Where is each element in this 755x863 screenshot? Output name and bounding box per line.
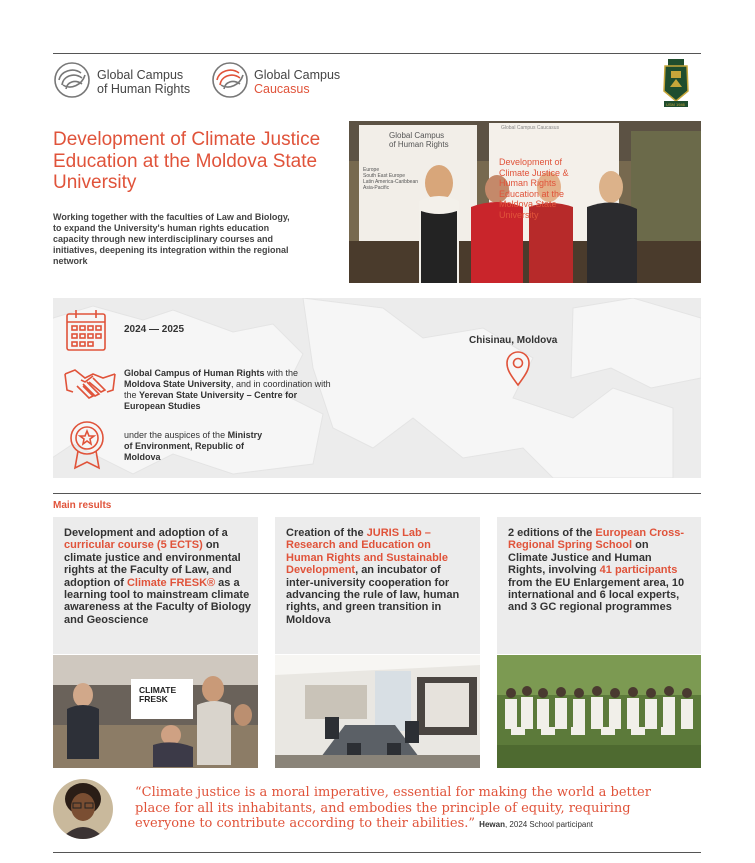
hero-banner-right-title6: University: [499, 209, 539, 220]
card1-highlight-course: curricular course (5 ECTS): [64, 539, 203, 552]
card3-text-a: 2 editions of the: [508, 527, 596, 539]
hero-banner-region-1: Europe: [363, 167, 380, 173]
calendar-icon: [65, 308, 107, 352]
quote-author-role: , 2024 School participant: [504, 820, 594, 829]
intro-text: Working together with the faculties of Law and Biology, to expand the University's human rights education capacity through new interdisciplinary courses and initiatives, deepening its integration within the regional network: [53, 212, 290, 266]
partner-msu: Moldova State University: [124, 379, 232, 389]
card2-text-b: , an incubator of inter-university cooperation for advancing the rule of law, human rights, and green transition in Moldova: [286, 564, 460, 626]
hero-banner-left-title1: Global Campus: [389, 131, 445, 140]
location-pin-icon: [505, 351, 531, 387]
fresk-sign-line2: FRESK: [139, 694, 168, 704]
result-card-3-text: [508, 527, 688, 614]
logo1-line1: Global Campus: [97, 68, 184, 82]
location-label: Chisinau, Moldova: [469, 335, 558, 346]
result-card-2-text: [286, 527, 461, 626]
fresk-sign-line1: CLIMATE: [139, 685, 177, 695]
hero-banner-region-2: South East Europe: [363, 173, 405, 179]
award-star-icon: [67, 418, 107, 470]
partners-joiner-2: , and in coordination with the: [124, 379, 331, 400]
partners-joiner-1: with the: [264, 368, 299, 378]
lab-room-photo-illustration: [275, 655, 480, 768]
quote-attribution: [479, 820, 593, 829]
crest-caption: USM 1946: [666, 102, 685, 107]
group-photo-illustration: [497, 655, 701, 768]
info-panel: [53, 298, 701, 478]
result-card-3: [497, 517, 701, 654]
result-card-1-text: [64, 527, 254, 626]
hero-banner-left-title2: of Human Rights: [389, 140, 449, 149]
main-results-heading: Main results: [53, 500, 112, 511]
hero-banner-right-title5: Moldova State: [499, 199, 557, 209]
logo1-line2: of Human Rights: [97, 82, 191, 96]
hero-banner-right-title4: Education at the: [499, 188, 565, 199]
project-dates: 2024 — 2025: [124, 324, 185, 335]
swirl-logo-icon: [211, 61, 249, 99]
logo2-line2: Caucasus: [254, 82, 310, 96]
workshop-photo-illustration: [53, 655, 258, 768]
partner-gchr: Global Campus of Human Rights: [124, 368, 265, 378]
hero-banner-right-logo: Global Campus Caucasus: [501, 125, 560, 131]
testimonial-quote: [135, 785, 675, 833]
photo-climate-fresk-workshop: [53, 655, 258, 768]
quote-text: “Climate justice is a moral imperative, essential for making the world a better place for all its inhabitants, and embodies the principle of equity, requiring everyone to contribute according to their abilities.”: [135, 785, 651, 831]
auspices-lead: under the auspices of the: [124, 430, 228, 440]
logo-global-campus-caucasus: [211, 61, 361, 101]
partners-text: [124, 368, 334, 412]
handshake-icon: [63, 366, 117, 404]
card2-highlight-juris: JURIS Lab – Research and Education on Human Rights and Sustainable Development: [286, 527, 448, 577]
card3-text-b: on Climate Justice and Human Rights, involving: [508, 539, 652, 577]
hero-banner-region-4: Asia-Pacific: [363, 185, 390, 191]
hero-banner-right-title3: Human Rights: [499, 178, 557, 188]
card3-highlight-participants: 41 participants: [599, 564, 678, 577]
hero-banner-right-title2: Climate Justice &: [499, 167, 569, 178]
card1-text-a: Development and adoption of a: [64, 527, 228, 539]
swirl-logo-icon: [53, 61, 91, 99]
auspices-text: [124, 430, 264, 463]
university-crest-logo: [659, 57, 693, 111]
card1-highlight-fresk: Climate FRESK®: [126, 576, 216, 589]
results-rule: [53, 493, 701, 494]
photo-juris-lab-room: [275, 655, 480, 768]
page-title: Development of Climate Justice Education at the Moldova State University: [53, 129, 321, 193]
partner-ysu: Yerevan State University – Centre for European Studies: [124, 390, 298, 411]
card1-text-c: as a learning tool to mainstream climate awareness at the Faculty of Biology and Geoscience: [64, 576, 252, 626]
photo-spring-school-group: [497, 655, 701, 768]
logo-global-campus-human-rights: [53, 61, 203, 101]
auspices-ministry: Ministry of Environment, Republic of Moldova: [124, 430, 263, 462]
bottom-rule: [53, 852, 701, 853]
quote-author-avatar: [53, 779, 113, 839]
logo2-line1: Global Campus: [254, 68, 341, 82]
hero-photo: [349, 121, 701, 283]
result-card-2: [275, 517, 480, 654]
card1-text-b: on climate justice and environmental rights at the Faculty of Law, and adoption of: [64, 539, 241, 589]
hero-banner-right-title1: Development of: [499, 157, 563, 167]
hero-banner-region-3: Latin America-Caribbean: [363, 179, 419, 185]
result-card-1: [53, 517, 258, 654]
quote-author-name: Hewan: [479, 820, 505, 829]
card3-text-c: from the EU Enlargement area, 10 international and 6 local experts, and 3 GC regional programmes: [508, 576, 685, 614]
card3-highlight-school: European Cross-Regional Spring School: [508, 527, 685, 552]
top-rule: [53, 53, 701, 54]
card2-text-a: Creation of the: [286, 527, 367, 539]
